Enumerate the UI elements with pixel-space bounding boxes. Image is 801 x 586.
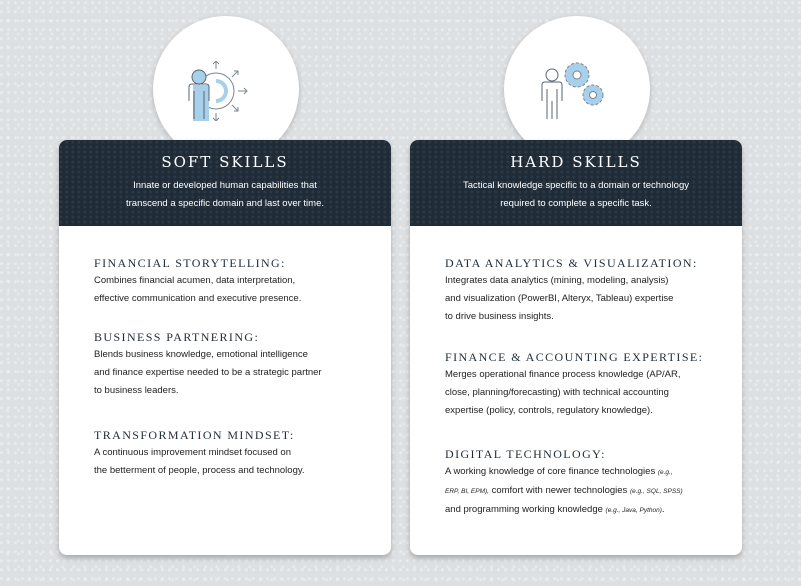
soft-skills-card	[59, 140, 391, 555]
skill-section	[445, 349, 722, 420]
skill-heading: FINANCE & ACCOUNTING EXPERTISE:	[445, 350, 704, 364]
person-outreach-icon	[186, 61, 266, 121]
skill-heading: FINANCIAL STORYTELLING:	[94, 256, 286, 270]
example-note: (e.g.,	[657, 469, 673, 476]
skill-line: Combines financial acumen, data interpretation,	[94, 275, 296, 286]
skill-line: .	[661, 504, 665, 515]
skill-section	[94, 329, 371, 400]
skill-line: to business leaders.	[94, 385, 179, 396]
skill-line: and visualization (PowerBI, Alteryx, Tableau) expertise	[445, 293, 674, 304]
skill-heading: DIGITAL TECHNOLOGY:	[445, 447, 606, 461]
subtitle-line: transcend a specific domain and last over time.	[125, 198, 324, 209]
skill-line: effective communication and executive presence.	[94, 293, 302, 304]
skill-line: Blends business knowledge, emotional intelligence	[94, 349, 308, 360]
hard-skills-header	[410, 140, 742, 226]
skill-heading: TRANSFORMATION MINDSET:	[94, 428, 295, 442]
skill-section	[94, 427, 371, 480]
skill-line: Merges operational finance process knowledge (AP/AR,	[445, 369, 681, 380]
soft-skills-subtitle	[59, 177, 391, 213]
example-note: (e.g., Java, Python)	[605, 507, 662, 514]
subtitle-line: Innate or developed human capabilities that	[133, 180, 317, 191]
skill-line: the betterment of people, process and technology.	[94, 465, 305, 476]
skill-line: A continuous improvement mindset focused on	[94, 447, 291, 458]
subtitle-line: Tactical knowledge specific to a domain or technology	[462, 180, 689, 191]
subtitle-line: required to complete a specific task.	[500, 198, 652, 209]
skill-line: and finance expertise needed to be a strategic partner	[94, 367, 322, 378]
hard-skills-subtitle	[410, 177, 742, 213]
skill-line: close, planning/forecasting) with technical accounting	[445, 387, 669, 398]
skill-line: Integrates data analytics (mining, modeling, analysis)	[445, 275, 669, 286]
person-gears-icon	[537, 61, 617, 121]
skill-line: to drive business insights.	[445, 311, 554, 322]
skill-line: comfort with newer technologies	[488, 485, 630, 496]
skill-line: A working knowledge of core finance technologies	[445, 466, 658, 477]
hard-skills-card	[410, 140, 742, 555]
soft-skills-header	[59, 140, 391, 226]
skill-line: expertise (policy, controls, regulatory knowledge).	[445, 405, 653, 416]
skill-line: and programming working knowledge	[445, 504, 606, 515]
skill-heading: BUSINESS PARTNERING:	[94, 330, 260, 344]
skill-section	[94, 255, 371, 308]
hard-skills-title: HARD SKILLS	[510, 153, 642, 171]
example-note: (e.g., SQL, SPSS)	[629, 488, 683, 495]
skill-heading: DATA ANALYTICS & VISUALIZATION:	[445, 256, 698, 270]
example-note: ERP, BI, EPM),	[445, 488, 489, 495]
soft-skills-title: SOFT SKILLS	[161, 153, 289, 171]
skill-section	[445, 255, 722, 326]
skill-section	[445, 446, 722, 520]
